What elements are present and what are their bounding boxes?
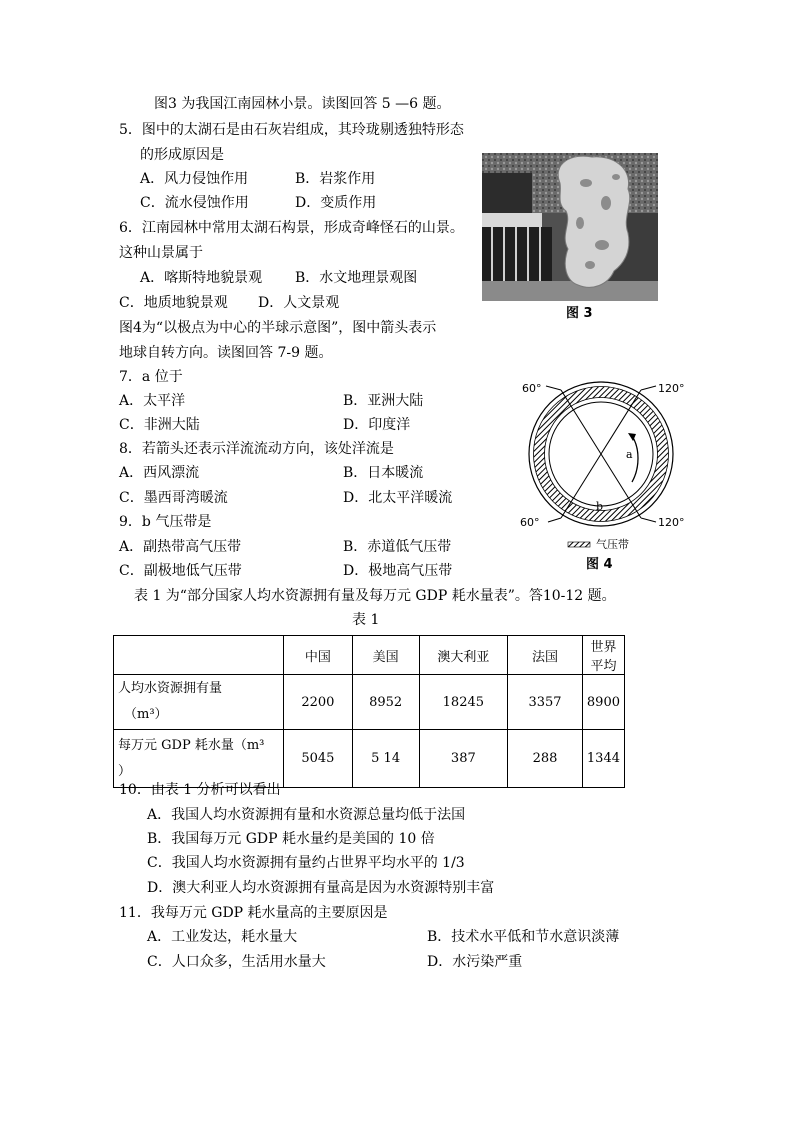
q5-option-c: C．流水侵蚀作用 (140, 195, 249, 211)
q8-option-d: D．北太平洋暖流 (343, 490, 453, 506)
q11-option-d: D．水污染严重 (427, 954, 523, 970)
q11-option-b: B．技术水平低和节水意识淡薄 (427, 929, 620, 945)
q10-option-d: D．澳大利亚人均水资源拥有量高是因为水资源特别丰富 (147, 880, 495, 896)
row-label-line: （m³） (124, 707, 168, 722)
table-cell: 288 (508, 730, 583, 788)
q8-option-a: A．西风漂流 (119, 465, 200, 481)
row-label (114, 675, 284, 730)
table-row (114, 730, 625, 788)
fig3-caption: 图 3 (566, 306, 593, 321)
label-120-bottom: 120° (658, 516, 685, 529)
label-60-top: 60° (522, 382, 542, 395)
q10-option-c: C．我国人均水资源拥有量约占世界平均水平的 1/3 (147, 855, 465, 871)
q7-stem: 7．a 位于 (119, 369, 183, 385)
table-header-cell (114, 636, 284, 675)
q5-stem-line2: 的形成原因是 (140, 147, 224, 163)
row-label-line: 人均水资源拥有量 (118, 681, 223, 696)
q5-option-b: B．岩浆作用 (295, 171, 376, 187)
q6-stem-line2: 这种山景属于 (119, 245, 203, 261)
q6-option-d: D．人文景观 (258, 295, 340, 311)
q7-option-a: A．太平洋 (119, 393, 186, 409)
q9-option-c: C．副极地低气压带 (119, 563, 242, 579)
q7-option-c: C．非洲大陆 (119, 417, 200, 433)
q10-option-a: A．我国人均水资源拥有量和水资源总量均低于法国 (147, 807, 466, 823)
q5-stem-line1: 5．图中的太湖石是由石灰岩组成，其玲珑剔透独特形态 (119, 122, 464, 138)
label-a: a (626, 448, 633, 461)
table-cell: 5045 (284, 730, 353, 788)
fig4-intro-line1: 图4为“以极点为中心的半球示意图”，图中箭头表示 (119, 320, 437, 336)
row-label-line: 每万元 GDP 耗水量（m³ (118, 737, 265, 753)
table-header-row (114, 636, 625, 675)
q11-option-a: A．工业发达，耗水量大 (147, 929, 298, 945)
q8-option-c: C．墨西哥湾暖流 (119, 490, 228, 506)
row-label (114, 730, 284, 788)
q7-option-b: B．亚洲大陆 (343, 393, 424, 409)
fig4-caption: 图 4 (586, 557, 613, 572)
legend-swatch (568, 542, 590, 547)
q10-option-b: B．我国每万元 GDP 耗水量约是美国的 10 倍 (147, 831, 435, 847)
q8-stem: 8．若箭头还表示洋流流动方向，该处洋流是 (119, 441, 394, 457)
label-60-bottom: 60° (520, 516, 540, 529)
q6-option-a: A．喀斯特地貌景观 (140, 270, 263, 286)
q10-stem: 10．由表 1 分析可以看出 (119, 782, 281, 798)
q6-option-c: C．地质地貌景观 (119, 295, 228, 311)
table-header-cell: 法国 (508, 636, 583, 675)
q9-option-d: D．极地高气压带 (343, 563, 453, 579)
table-header-cell: 中国 (284, 636, 353, 675)
table-cell: 3357 (508, 675, 583, 730)
q7-option-d: D．印度洋 (343, 417, 411, 433)
q8-option-b: B．日本暖流 (343, 465, 424, 481)
table-header-cell: 澳大利亚 (419, 636, 508, 675)
label-120-top: 120° (658, 382, 685, 395)
fig3-intro: 图3 为我国江南园林小景。读图回答 5 —6 题。 (154, 96, 451, 112)
q9-option-a: A．副热带高气压带 (119, 539, 242, 555)
table-intro: 表 1 为“部分国家人均水资源拥有量及每万元 GDP 耗水量表”。答10-12 题。 (134, 588, 616, 604)
row-label-line: ） (118, 763, 132, 779)
table-header-cell: 世界平均 (582, 636, 624, 675)
table-cell: 8900 (582, 675, 624, 730)
q5-option-d: D．变质作用 (295, 195, 377, 211)
table-cell: 1344 (582, 730, 624, 788)
q5-option-a: A．风力侵蚀作用 (140, 171, 249, 187)
table-row (114, 675, 625, 730)
q6-stem-line1: 6．江南园林中常用太湖石构景，形成奇峰怪石的山景。 (119, 220, 464, 236)
q9-option-b: B．赤道低气压带 (343, 539, 452, 555)
legend-label: 气压带 (596, 538, 629, 551)
table-cell: 18245 (419, 675, 508, 730)
table-cell: 2200 (284, 675, 353, 730)
table-cell: 8952 (352, 675, 419, 730)
q11-option-c: C．人口众多，生活用水量大 (147, 954, 326, 970)
garden-rock-photo (482, 153, 658, 301)
table-cell: 387 (419, 730, 508, 788)
fig4-intro-line2: 地球自转方向。读图回答 7-9 题。 (119, 345, 333, 361)
hemisphere-diagram (516, 378, 696, 574)
table-cell: 5 14 (352, 730, 419, 788)
q6-option-b: B．水文地理景观图 (295, 270, 418, 286)
water-resource-table (113, 635, 625, 788)
q9-stem: 9．b 气压带是 (119, 514, 212, 530)
q11-stem: 11．我每万元 GDP 耗水量高的主要原因是 (119, 905, 388, 921)
table-header-cell: 美国 (352, 636, 419, 675)
table-title: 表 1 (352, 612, 380, 628)
label-b: b (596, 500, 604, 513)
